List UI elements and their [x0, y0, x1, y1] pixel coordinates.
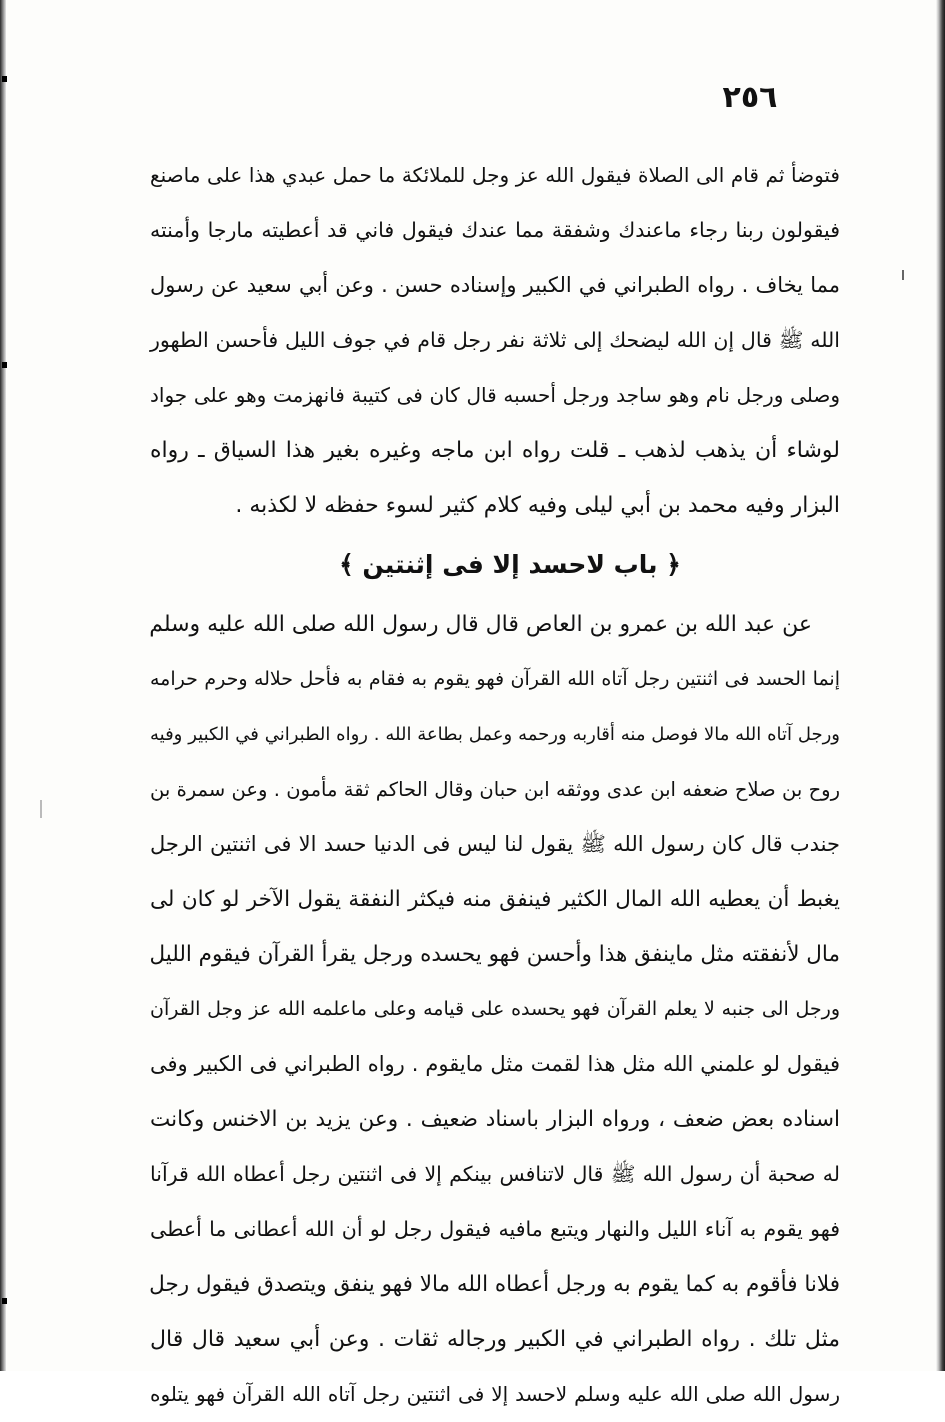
scan-speck: [40, 800, 42, 818]
text-line: فتوضأ ثم قام الى الصلاة فيقول الله عز وجل للملائكة ما حمل عبدي هذا على ماصنع: [150, 163, 840, 187]
body-text: [150, 148, 840, 1422]
edge-mark: [2, 76, 7, 82]
page-number: ٢٥٦: [722, 80, 778, 115]
text-line: له صحبة أن رسول الله ﷺ قال لاتنافس بينكم إلا فى اثنتين رجل أعطاه الله قرآنا: [150, 1162, 840, 1186]
text-line: الله ﷺ قال إن الله ليضحك إلى ثلاثة نفر رجل قام في جوف الليل فأحسن الطهور: [150, 328, 840, 352]
right-binding-edge: [936, 0, 945, 1371]
chapter-heading: ﴿ باب لاحسد إلا فى إثنتين ﴾: [339, 550, 681, 579]
edge-mark: [2, 1298, 7, 1304]
text-line: اسناده بعض ضعف ، ورواه البزار باسناد ضعيف . وعن يزيد بن الاخنس وكانت: [150, 1107, 840, 1132]
text-line: لوشاء أن يذهب لذهب ـ قلت رواه ابن ماجه وغيره بغير هذا السياق ـ رواه: [150, 438, 840, 463]
text-line: روح بن صلاح ضعفه ابن عدى ووثقه ابن حبان وقال الحاكم ثقة مأمون . وعن سمرة بن: [150, 778, 840, 801]
text-line: مما يخاف . رواه الطبراني في الكبير وإسناده حسن . وعن أبي سعيد عن رسول: [150, 273, 840, 297]
text-line: فهو يقوم به آناء الليل والنهار ويتبع مافيه فيقول رجل لو أن الله أعطانى ما أعطى: [150, 1217, 840, 1241]
text-line: رسول الله صلى الله عليه وسلم لاحسد إلا فى اثنتين رجل آتاه الله القرآن فهو يتلوه: [150, 1382, 840, 1406]
text-line: مثل تلك . رواه الطبراني في الكبير ورجاله ثقات . وعن أبي سعيد قال قال: [150, 1327, 840, 1352]
text-line: البزار وفيه محمد بن أبي ليلى وفيه كلام كثير لسوء حفظه لا لكذبه .: [235, 493, 840, 518]
text-line: جندب قال كان رسول الله ﷺ يقول لنا ليس فى الدنيا حسد الا فى اثنتين الرجل: [150, 832, 840, 856]
text-line: مال لأنفقته مثل ماينفق هذا وأحسن فهو يحسده ورجل يقرأ القرآن فيقوم الليل: [149, 942, 840, 967]
text-line: فلانا فأقوم به كما يقوم به ورجل أعطاه الله مالا فهو ينفق ويتصدق فيقول رجل: [149, 1272, 840, 1297]
text-line: فيقول لو علمني الله مثل هذا لقمت مثل مايقوم . رواه الطبراني فى الكبير وفى: [150, 1052, 840, 1076]
text-line: وصلى ورجل نام وهو ساجد ورجل أحسبه قال كان فى كتيبة فانهزمت وهو على جواد: [150, 383, 840, 407]
text-line: ورجل الى جنبه لا يعلم القرآن فهو يحسده على قيامه وعلى ماعلمه الله عز وجل القرآن: [150, 998, 840, 1020]
text-line: إنما الحسد فى اثنتين رجل آتاه الله القرآن فهو يقوم به فقام به فأحل حلاله وحرم حرامه: [150, 668, 840, 690]
left-binding-edge: [0, 0, 6, 1371]
scan-speck: [902, 270, 904, 280]
edge-mark: [2, 362, 7, 368]
text-line: يغبط أن يعطيه الله المال الكثير فينفق منه فيكثر النفقة يقول الآخر لو كان لى: [150, 887, 840, 912]
text-line: فيقولون ربنا رجاء ماعندك وشفقة مما عندك فيقول فاني قد أعطيته مارجا وأمنته: [150, 218, 840, 242]
text-line: عن عبد الله بن عمرو بن العاص قال قال رسول الله صلى الله عليه وسلم: [149, 612, 812, 637]
text-line: ورجل آتاه الله مالا فوصل منه أقاربه ورحمه وعمل بطاعة الله . رواه الطبراني في الكبير وفيه: [150, 724, 840, 745]
